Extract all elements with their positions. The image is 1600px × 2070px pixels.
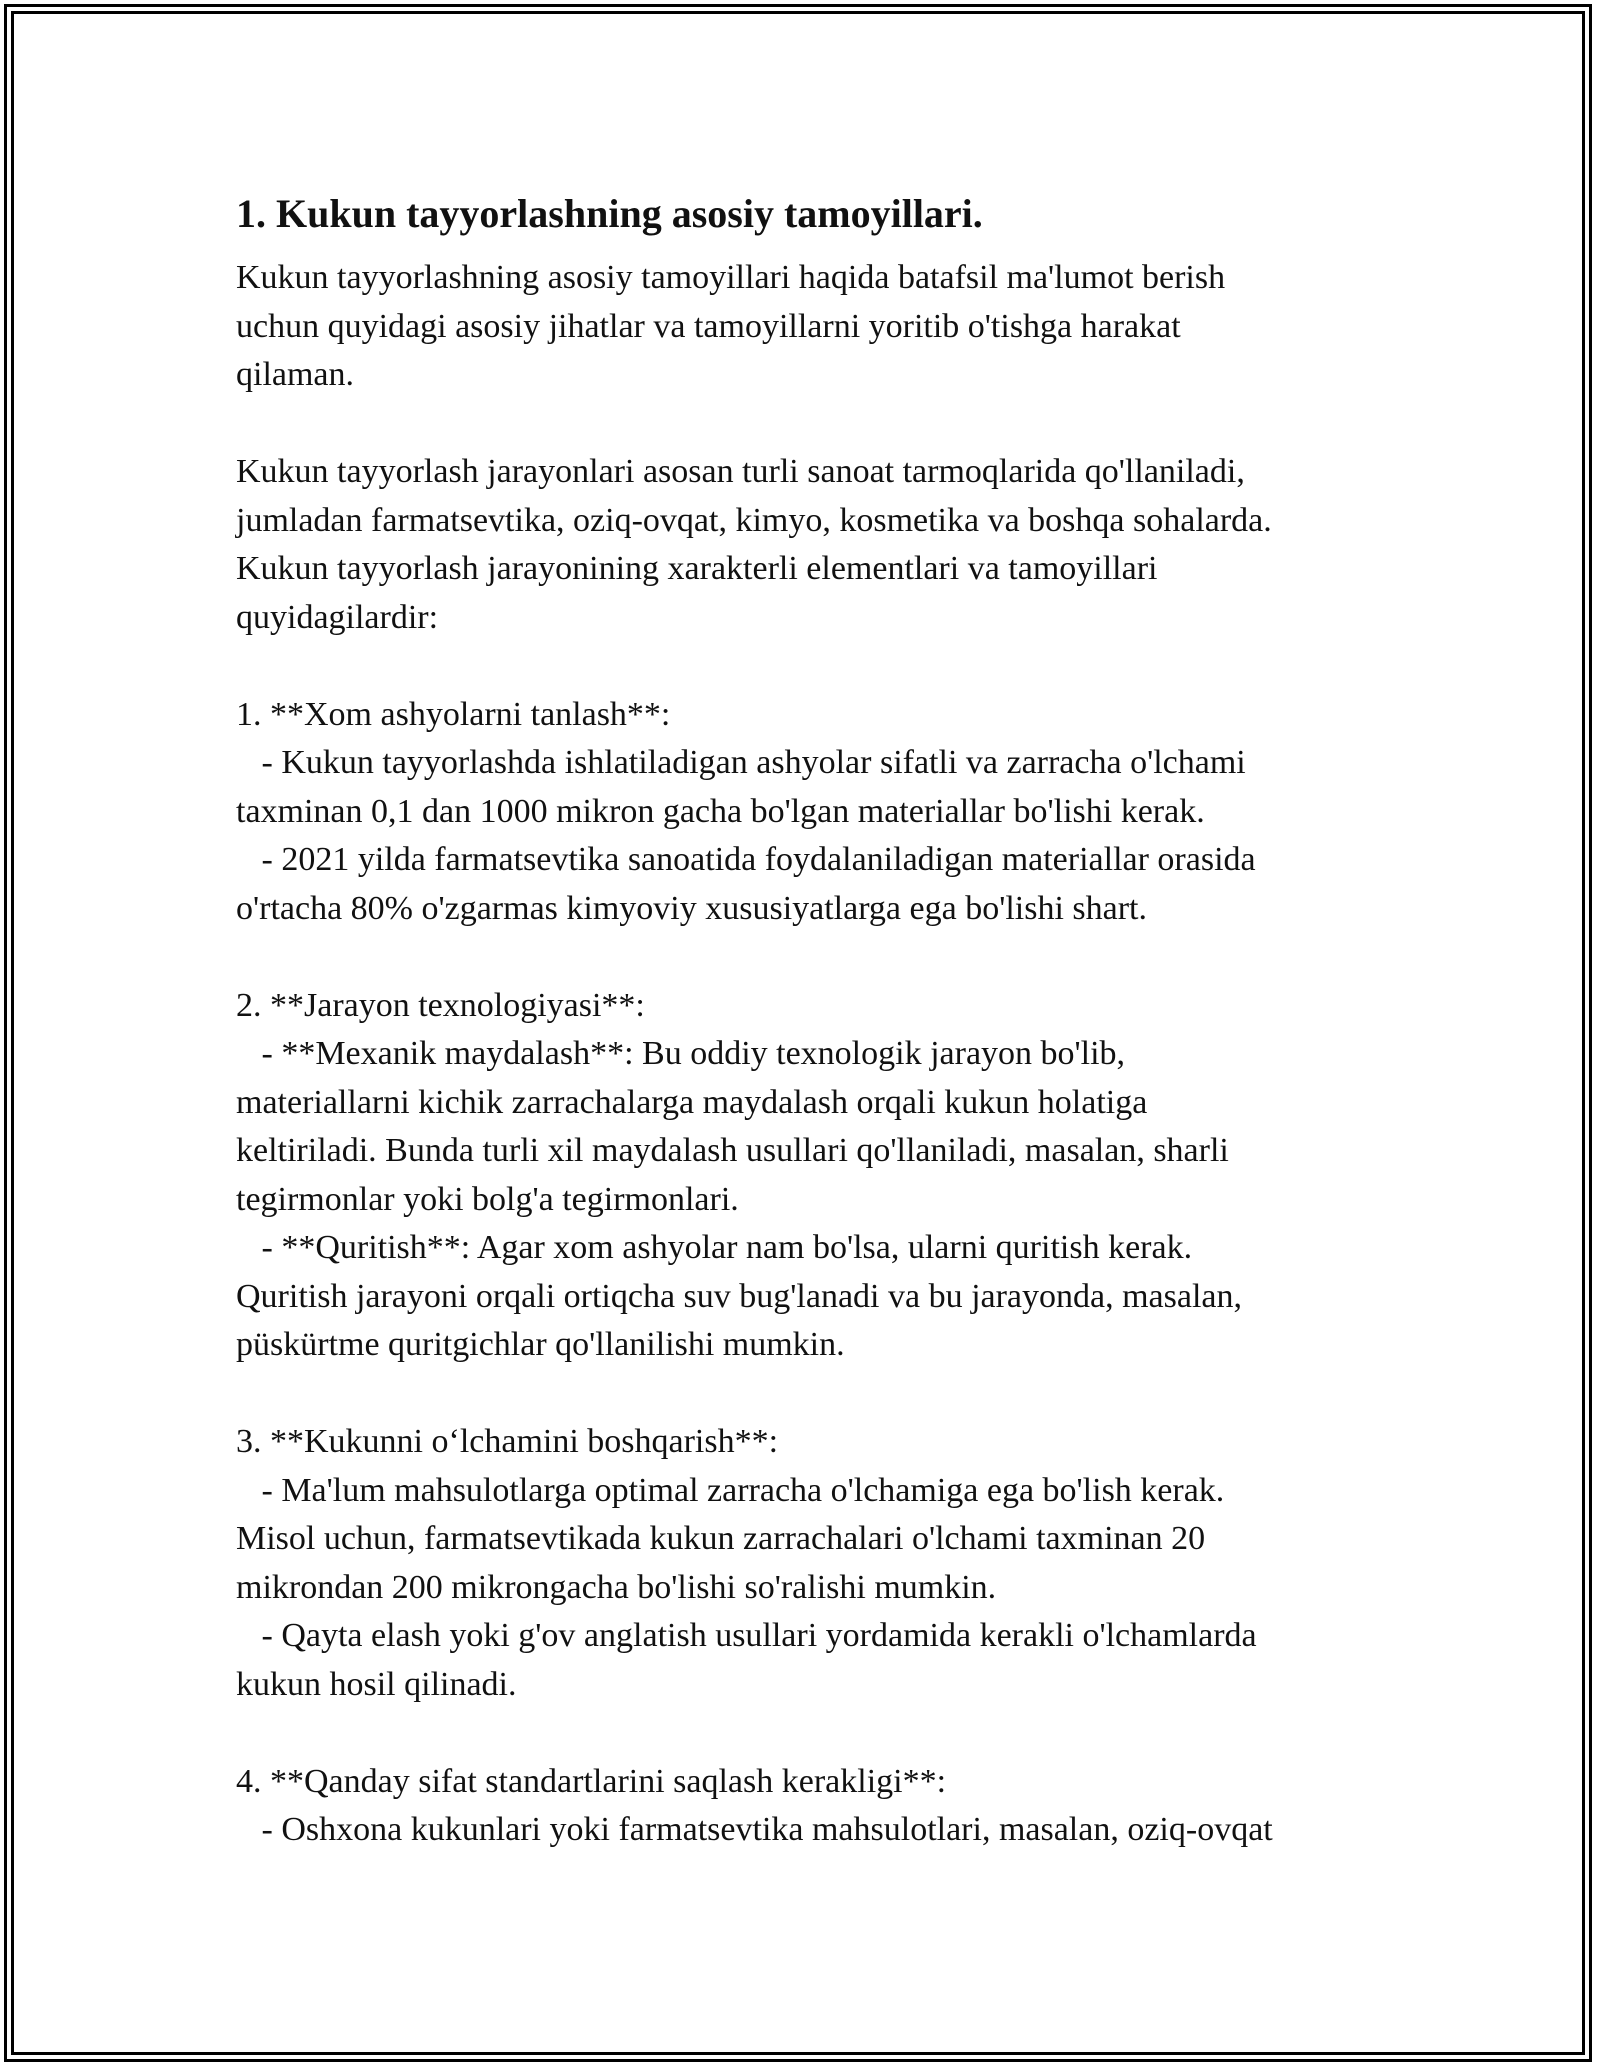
document-page [236, 186, 1386, 1855]
body-text: Kukun tayyorlashning asosiy tamoyillari haqida batafsil ma'lumot berish uchun quyidagi asosiy jihatlar va tamoyillarni yoritib o'tishga harakat qilaman. Kukun tayyorlash jarayonlari asosan turli sanoat tarmoqlarida qo'llaniladi, jumladan farmatsevtika, oziq-ovqat, kimyo, kosmetika va boshqa sohalarda. Kukun tayyorlash jarayonining xarakterli elementlari va tamoyillari quyidagilardir: 1. **Xom ashyolarni tanlash**: - Kukun tayyorlashda ishlatiladigan ashyolar sifatli va zarracha o'lchami taxminan 0,1 dan 1000 mikron gacha bo'lgan materiallar bo'lishi kerak. - 2021 yilda farmatsevtika sanoatida foydalaniladigan materiallar orasida o'rtacha 80% o'zgarmas kimyoviy xususiyatlarga ega bo'lishi shart. 2. **Jarayon texnologiyasi**: - **Mexanik maydalash**: Bu oddiy texnologik jarayon bo'lib, materiallarni kichik zarrachalarga maydalash orqali kukun holatiga keltiriladi. Bunda turli xil maydalash usullari qo'llaniladi, masalan, sharli tegirmonlar yoki bolg'a tegirmonlari. - **Quritish**: Agar xom ashyolar nam bo'lsa, ularni quritish kerak. Quritish jarayoni orqali ortiqcha suv bug'lanadi va bu jarayonda, masalan, püskürtme quritgichlar qo'llanilishi mumkin. 3. **Kukunni o‘lchamini boshqarish**: - Ma'lum mahsulotlarga optimal zarracha o'lchamiga ega bo'lish kerak. Misol uchun, farmatsevtikada kukun zarrachalari o'lchami taxminan 20 mikrondan 200 mikrongacha bo'lishi so'ralishi mumkin. - Qayta elash yoki g'ov anglatish usullari yordamida kerakli o'lchamlarda kukun hosil qilinadi. 4. **Qanday sifat standartlarini saqlash kerakligi**: - Oshxona kukunlari yoki farmatsevtika mahsulotlari, masalan, oziq-ovqat [236, 259, 1273, 1848]
section-heading: 1. Kukun tayyorlashning asosiy tamoyillari. [236, 191, 983, 236]
